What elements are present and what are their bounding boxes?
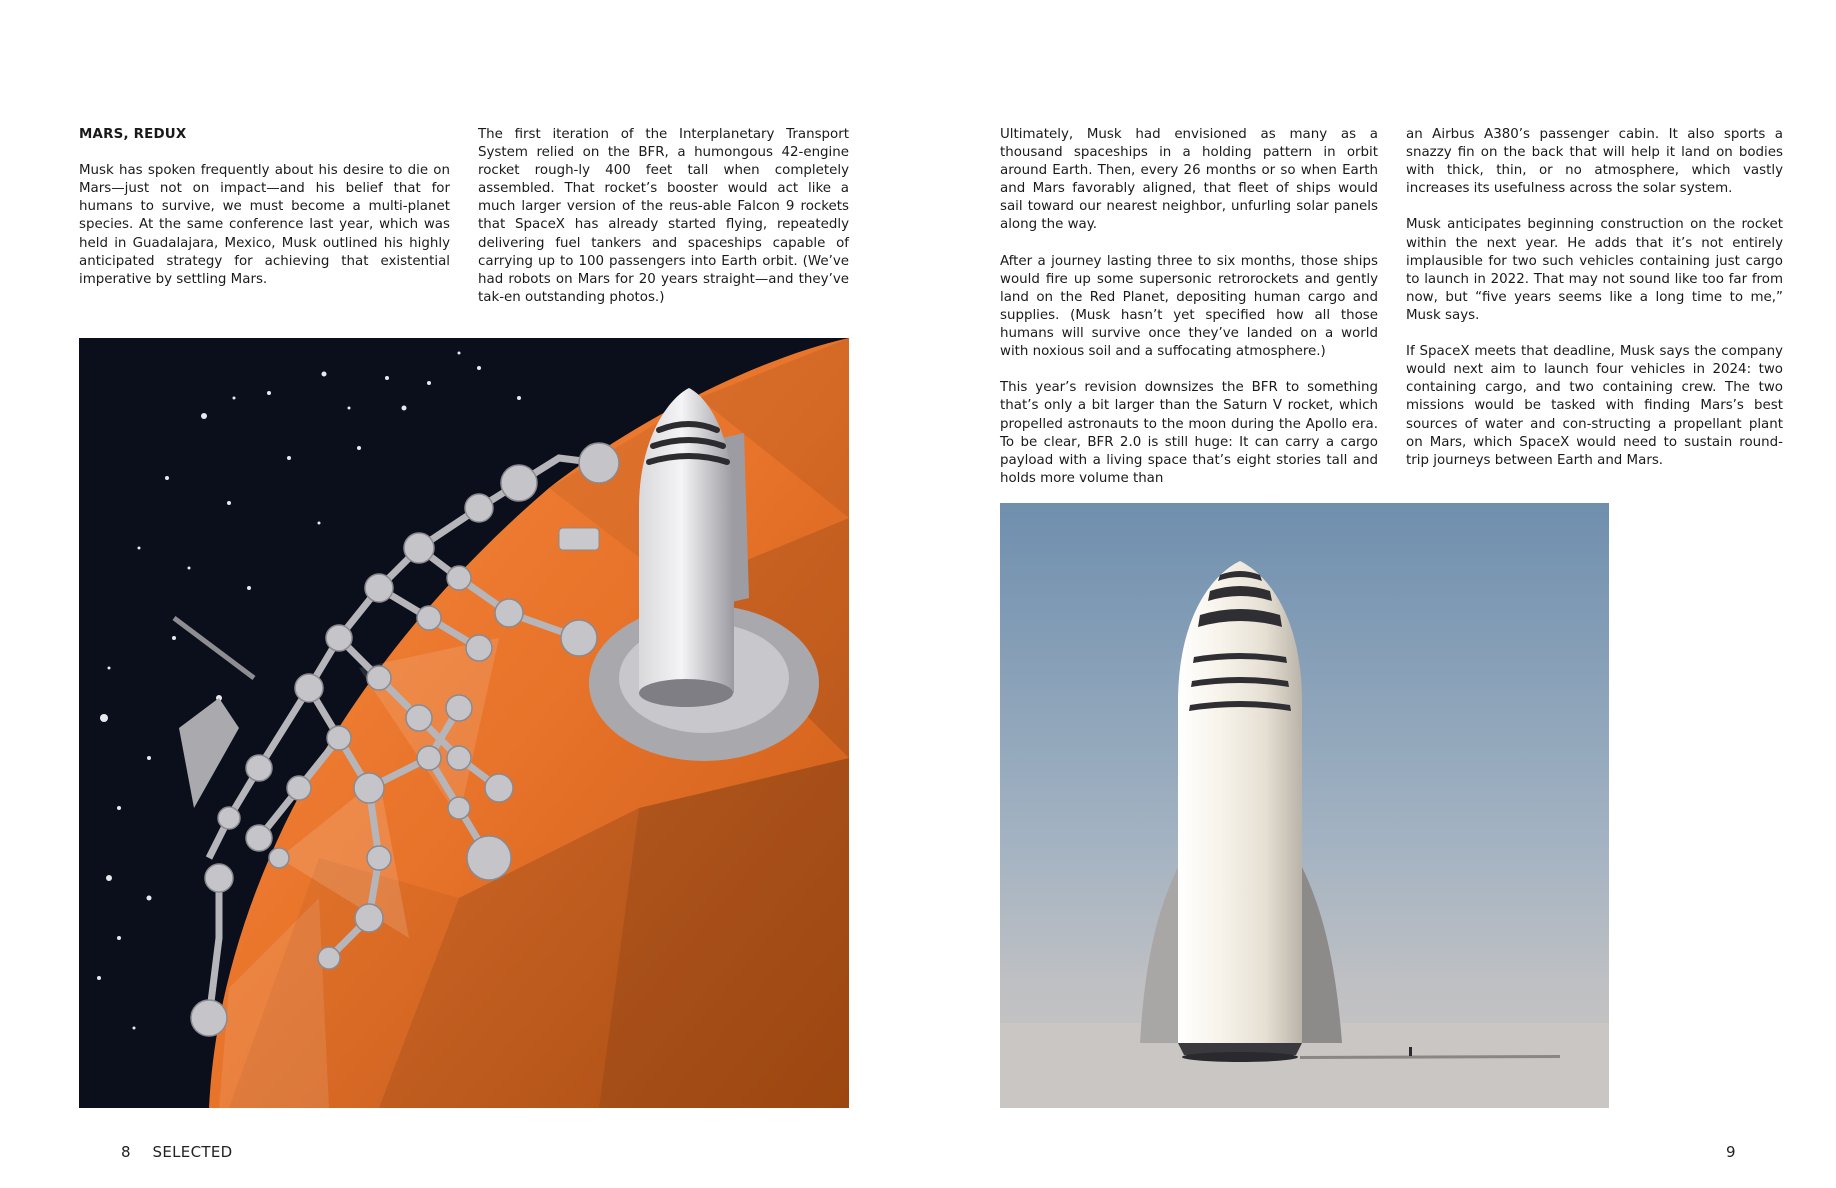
- human-figure: [1409, 1047, 1412, 1056]
- rocket-illustration: [1000, 503, 1609, 1108]
- paragraph: Ultimately, Musk had envisioned as many as a thousand spaceships in a holding pattern in orbit around Earth. Then, every 26 months or so when Earth and Mars favorably aligned, that fleet of ships would sail toward our nearest neighbor, unfurling solar panels along the way.: [1000, 127, 1378, 233]
- paragraph: After a journey lasting three to six months, those ships would fire up some supersonic retrorockets and gently land on the Red Planet, depositing human cargo and supplies. (Musk hasn’t yet specified how all those humans will survive once they’ve landed on a world with noxious soil and a suffocating atmosphere.): [1000, 253, 1378, 360]
- rover: [559, 528, 599, 550]
- left-folio: [121, 1143, 232, 1161]
- right-page: [918, 0, 1836, 1188]
- paragraph: This year’s revision downsizes the BFR to something that’s only a bit larger than the Saturn V rocket, which propelled astronauts to the moon during the Apollo era. To be clear, BFR 2.0 is still huge: It can carry a cargo payload with a living space that’s eight stories tall and holds more volume than: [1000, 380, 1378, 486]
- rocket: [639, 388, 734, 693]
- right-column-1: [1000, 126, 1378, 488]
- left-column-2: [478, 126, 849, 307]
- rocket-art: [1000, 503, 1609, 1108]
- rocket-body: [1178, 561, 1302, 1043]
- mars-colony-illustration: [79, 338, 849, 1108]
- right-column-2: [1406, 126, 1783, 470]
- page-number-right: 9: [1726, 1143, 1736, 1161]
- right-folio: [1726, 1143, 1736, 1161]
- section-label: SELECTED: [152, 1143, 233, 1161]
- left-column-1: [79, 126, 450, 289]
- article-heading: MARS, REDUX: [79, 127, 187, 142]
- page-number-left: 8: [121, 1143, 131, 1161]
- paragraph: If SpaceX meets that deadline, Musk says the company would next aim to launch four vehicles in 2024: two containing cargo, and two containing crew. The two missions would be tasked with finding Mars’s best sources of water and con-structing a propellant plant on Mars, which SpaceX would need to sustain round-trip journeys between Earth and Mars.: [1406, 344, 1783, 468]
- paragraph: Musk has spoken frequently about his desire to die on Mars—just not on impact—and his belief that for humans to survive, we must become a multi-planet species. At the same conference last year, which was held in Guadalajara, Mexico, Musk outlined his highly anticipated strategy for achieving that existential imperative by settling Mars.: [79, 163, 450, 287]
- paragraph: Musk anticipates beginning construction on the rocket within the next year. He adds that it’s not entirely implausible for two such vehicles containing just cargo to launch in 2022. That may not sound like too far from now, but “five years seems like a long time to me,” Musk says.: [1406, 217, 1783, 323]
- paragraph: The first iteration of the Interplanetary Transport System relied on the BFR, a humongous 42-engine rocket rough-ly 400 feet tall when completely assembled. That rocket’s booster would act like a much larger version of the reus-able Falcon 9 rockets that SpaceX has already started flying, repeatedly delivering fuel tankers and spaceships capable of carrying up to 100 passengers into Earth orbit. (We’ve had robots on Mars for 20 years straight—and they’ve tak-en outstanding photos.): [478, 127, 849, 305]
- paragraph: an Airbus A380’s passenger cabin. It also sports a snazzy fin on the back that will help it land on bodies with thick, thin, or no atmosphere, which vastly increases its usefulness across the solar system.: [1406, 127, 1783, 197]
- mars-colony-art: [79, 338, 849, 1108]
